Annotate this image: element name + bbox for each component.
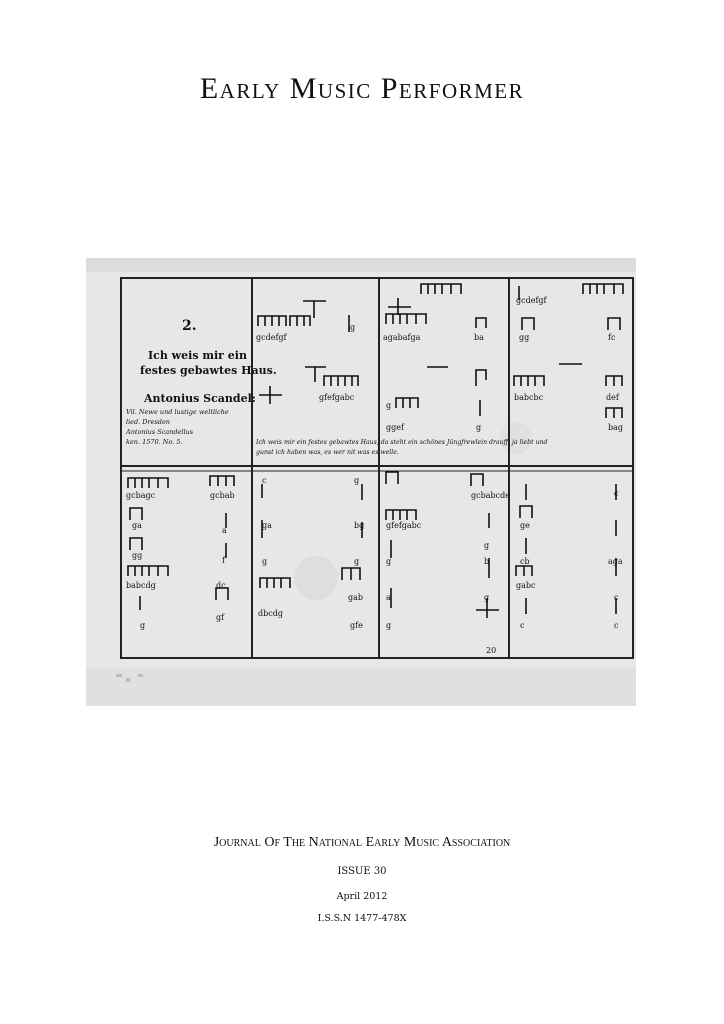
svg-text:ba: ba xyxy=(474,333,484,342)
svg-text:g: g xyxy=(386,621,392,630)
svg-text:g: g xyxy=(484,541,490,550)
song-title-line2: festes gebawtes Haus. xyxy=(140,364,277,377)
svg-text:aga: aga xyxy=(608,557,623,566)
source-note-1: Vil. Newe und lustige weltliche xyxy=(126,408,229,416)
svg-text:g: g xyxy=(354,476,360,485)
manuscript-image xyxy=(86,258,636,706)
svg-text:dc: dc xyxy=(216,581,226,590)
svg-text:cb: cb xyxy=(520,557,530,566)
svg-text:gg: gg xyxy=(132,551,143,560)
svg-text:gab: gab xyxy=(348,593,364,602)
svg-text:gcdefgf: gcdefgf xyxy=(516,296,547,305)
svg-text:ge: ge xyxy=(520,521,530,530)
song-title-line1: Ich weis mir ein xyxy=(148,349,247,362)
svg-text:c: c xyxy=(614,489,619,498)
svg-text:dbcdg: dbcdg xyxy=(258,609,283,618)
lyric-line-2: gunst ich haben was, es wer nit was es welle. xyxy=(256,449,399,456)
svg-text:agabafga: agabafga xyxy=(383,333,421,342)
svg-text:gg: gg xyxy=(519,333,530,342)
svg-text:g: g xyxy=(354,557,360,566)
svg-text:g: g xyxy=(386,401,392,410)
svg-text:a: a xyxy=(222,526,227,535)
svg-text:bg: bg xyxy=(354,521,365,530)
svg-text:g: g xyxy=(476,423,482,432)
svg-text:gfefgabc: gfefgabc xyxy=(319,393,355,402)
issue-date: April 2012 xyxy=(336,891,388,902)
piece-number: 2. xyxy=(182,318,197,334)
svg-text:f: f xyxy=(222,556,225,565)
issue-number: ISSUE 30 xyxy=(337,866,387,877)
svg-text:ga: ga xyxy=(262,521,272,530)
svg-text:g: g xyxy=(140,621,146,630)
svg-text:c: c xyxy=(262,476,267,485)
page-number: 20 xyxy=(486,646,497,655)
svg-text:c: c xyxy=(614,621,619,630)
source-note-3: Antonius Scandellus xyxy=(126,428,194,436)
svg-text:g: g xyxy=(262,557,268,566)
svg-text:gcbabcde: gcbabcde xyxy=(471,491,510,500)
svg-text:gfefgabc: gfefgabc xyxy=(386,521,422,530)
svg-text:c: c xyxy=(614,593,619,602)
source-note-4: ken. 1570. No. 5. xyxy=(126,438,183,446)
svg-text:gf: gf xyxy=(216,613,225,622)
svg-text:b: b xyxy=(484,557,490,566)
svg-text:ggef: ggef xyxy=(386,423,404,432)
svg-text:ga: ga xyxy=(132,521,142,530)
svg-text:g: g xyxy=(350,323,356,332)
lyric-line-1: Ich weis mir ein festes gebawtes Haus, da steht ein schönes Jüngfrewlein drauff, ja liebt und xyxy=(256,439,548,446)
composer-name: Antonius Scandel: xyxy=(144,392,256,405)
journal-title: Early Music Performer xyxy=(199,72,525,105)
svg-text:a: a xyxy=(386,593,391,602)
svg-text:c: c xyxy=(520,621,525,630)
source-note-2: lied. Dresden xyxy=(126,418,170,426)
svg-text:gabc: gabc xyxy=(516,581,536,590)
journal-subtitle: Journal Of The National Early Music Association xyxy=(213,835,511,850)
svg-text:gcbab: gcbab xyxy=(210,491,235,500)
svg-text:fc: fc xyxy=(608,333,616,342)
svg-text:gcdefgf: gcdefgf xyxy=(256,333,287,342)
svg-text:def: def xyxy=(606,393,619,402)
svg-text:gfe: gfe xyxy=(350,621,363,630)
svg-text:bag: bag xyxy=(608,423,624,432)
svg-text:gcbagc: gcbagc xyxy=(126,491,156,500)
svg-text:babcbc: babcbc xyxy=(514,393,544,402)
svg-text:g: g xyxy=(484,593,490,602)
svg-text:babcdg: babcdg xyxy=(126,581,156,590)
svg-text:g: g xyxy=(386,557,392,566)
issn: I.S.S.N 1477-478X xyxy=(317,913,407,924)
